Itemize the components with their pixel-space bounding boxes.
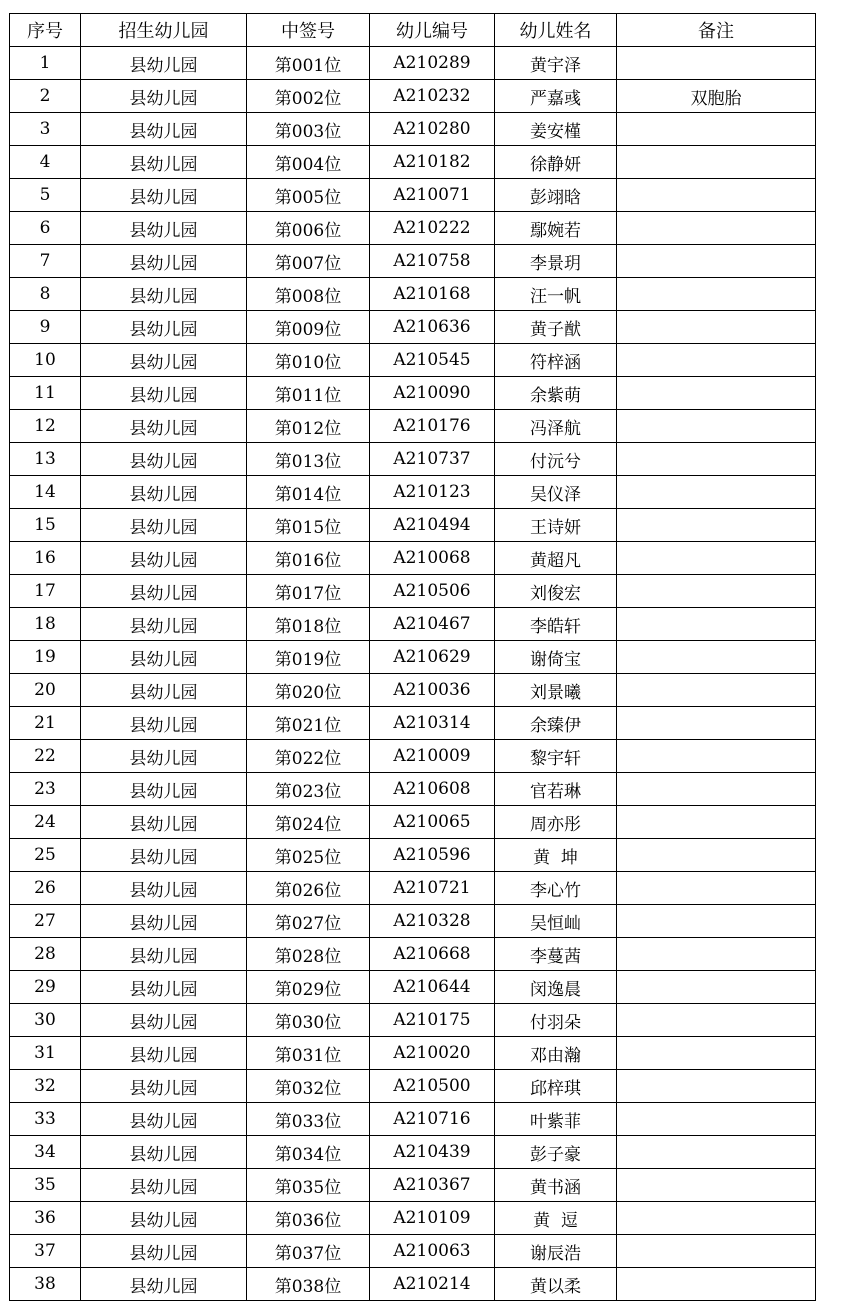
cell-remarks bbox=[617, 1103, 816, 1136]
cell-child-name: 刘俊宏 bbox=[495, 575, 617, 608]
cell-remarks bbox=[617, 1169, 816, 1202]
cell-kindergarten: 县幼儿园 bbox=[81, 707, 247, 740]
cell-lottery-number: 第010位 bbox=[247, 344, 370, 377]
cell-child-name: 符梓涵 bbox=[495, 344, 617, 377]
table-row bbox=[10, 476, 816, 509]
cell-lottery-number: 第007位 bbox=[247, 245, 370, 278]
cell-child-id: A210636 bbox=[370, 311, 495, 344]
cell-child-id: A210036 bbox=[370, 674, 495, 707]
cell-child-id: A210280 bbox=[370, 113, 495, 146]
cell-child-name: 吴仪泽 bbox=[495, 476, 617, 509]
cell-kindergarten: 县幼儿园 bbox=[81, 641, 247, 674]
table-row bbox=[10, 146, 816, 179]
cell-index: 37 bbox=[10, 1235, 81, 1268]
cell-child-id: A210737 bbox=[370, 443, 495, 476]
cell-kindergarten: 县幼儿园 bbox=[81, 674, 247, 707]
cell-index: 30 bbox=[10, 1004, 81, 1037]
cell-kindergarten: 县幼儿园 bbox=[81, 311, 247, 344]
table-header-row bbox=[10, 14, 816, 47]
cell-kindergarten: 县幼儿园 bbox=[81, 1235, 247, 1268]
cell-child-name: 黄 逗 bbox=[495, 1202, 617, 1235]
cell-child-id: A210068 bbox=[370, 542, 495, 575]
cell-kindergarten: 县幼儿园 bbox=[81, 542, 247, 575]
cell-lottery-number: 第033位 bbox=[247, 1103, 370, 1136]
cell-index: 2 bbox=[10, 80, 81, 113]
table-row bbox=[10, 938, 816, 971]
cell-remarks bbox=[617, 245, 816, 278]
table-row bbox=[10, 377, 816, 410]
cell-child-name: 谢倚宝 bbox=[495, 641, 617, 674]
cell-remarks bbox=[617, 707, 816, 740]
cell-lottery-number: 第012位 bbox=[247, 410, 370, 443]
cell-child-name: 徐静妍 bbox=[495, 146, 617, 179]
cell-index: 13 bbox=[10, 443, 81, 476]
cell-lottery-number: 第009位 bbox=[247, 311, 370, 344]
cell-kindergarten: 县幼儿园 bbox=[81, 410, 247, 443]
cell-index: 7 bbox=[10, 245, 81, 278]
cell-remarks bbox=[617, 1070, 816, 1103]
cell-child-id: A210289 bbox=[370, 47, 495, 80]
cell-lottery-number: 第036位 bbox=[247, 1202, 370, 1235]
cell-child-name: 余紫萌 bbox=[495, 377, 617, 410]
cell-child-name: 余臻伊 bbox=[495, 707, 617, 740]
cell-child-id: A210020 bbox=[370, 1037, 495, 1070]
column-header-child-name: 幼儿姓名 bbox=[495, 14, 617, 47]
cell-index: 25 bbox=[10, 839, 81, 872]
cell-kindergarten: 县幼儿园 bbox=[81, 872, 247, 905]
column-header-lottery-number: 中签号 bbox=[247, 14, 370, 47]
cell-index: 8 bbox=[10, 278, 81, 311]
table-row bbox=[10, 509, 816, 542]
table-row bbox=[10, 1037, 816, 1070]
cell-remarks bbox=[617, 641, 816, 674]
cell-child-name: 邓由瀚 bbox=[495, 1037, 617, 1070]
table-row bbox=[10, 707, 816, 740]
table-row bbox=[10, 674, 816, 707]
cell-child-id: A210071 bbox=[370, 179, 495, 212]
cell-remarks bbox=[617, 740, 816, 773]
cell-kindergarten: 县幼儿园 bbox=[81, 344, 247, 377]
cell-kindergarten: 县幼儿园 bbox=[81, 1202, 247, 1235]
cell-child-id: A210182 bbox=[370, 146, 495, 179]
cell-lottery-number: 第020位 bbox=[247, 674, 370, 707]
table-row bbox=[10, 245, 816, 278]
cell-child-id: A210494 bbox=[370, 509, 495, 542]
cell-index: 24 bbox=[10, 806, 81, 839]
cell-lottery-number: 第011位 bbox=[247, 377, 370, 410]
cell-lottery-number: 第003位 bbox=[247, 113, 370, 146]
cell-lottery-number: 第021位 bbox=[247, 707, 370, 740]
cell-child-id: A210716 bbox=[370, 1103, 495, 1136]
cell-index: 9 bbox=[10, 311, 81, 344]
table-row bbox=[10, 1136, 816, 1169]
cell-child-name: 谢辰浩 bbox=[495, 1235, 617, 1268]
cell-child-name: 官若琳 bbox=[495, 773, 617, 806]
cell-child-name: 鄢婉若 bbox=[495, 212, 617, 245]
cell-lottery-number: 第019位 bbox=[247, 641, 370, 674]
cell-child-name: 李皓轩 bbox=[495, 608, 617, 641]
table-row bbox=[10, 344, 816, 377]
cell-child-name: 付羽朵 bbox=[495, 1004, 617, 1037]
cell-remarks bbox=[617, 806, 816, 839]
cell-child-name: 李心竹 bbox=[495, 872, 617, 905]
cell-child-id: A210176 bbox=[370, 410, 495, 443]
cell-lottery-number: 第038位 bbox=[247, 1268, 370, 1301]
cell-index: 20 bbox=[10, 674, 81, 707]
table-row bbox=[10, 47, 816, 80]
cell-remarks bbox=[617, 212, 816, 245]
cell-remarks bbox=[617, 509, 816, 542]
cell-lottery-number: 第030位 bbox=[247, 1004, 370, 1037]
cell-remarks bbox=[617, 311, 816, 344]
cell-kindergarten: 县幼儿园 bbox=[81, 806, 247, 839]
table-row bbox=[10, 806, 816, 839]
table-row bbox=[10, 641, 816, 674]
cell-child-id: A210175 bbox=[370, 1004, 495, 1037]
cell-index: 38 bbox=[10, 1268, 81, 1301]
cell-remarks bbox=[617, 113, 816, 146]
cell-lottery-number: 第015位 bbox=[247, 509, 370, 542]
cell-child-name: 黄 坤 bbox=[495, 839, 617, 872]
cell-child-id: A210065 bbox=[370, 806, 495, 839]
column-header-index: 序号 bbox=[10, 14, 81, 47]
cell-child-id: A210009 bbox=[370, 740, 495, 773]
cell-child-name: 严嘉彧 bbox=[495, 80, 617, 113]
cell-child-name: 王诗妍 bbox=[495, 509, 617, 542]
cell-remarks bbox=[617, 179, 816, 212]
cell-remarks bbox=[617, 608, 816, 641]
table-row bbox=[10, 80, 816, 113]
cell-lottery-number: 第006位 bbox=[247, 212, 370, 245]
cell-lottery-number: 第018位 bbox=[247, 608, 370, 641]
table-row bbox=[10, 1169, 816, 1202]
cell-kindergarten: 县幼儿园 bbox=[81, 1103, 247, 1136]
cell-kindergarten: 县幼儿园 bbox=[81, 278, 247, 311]
cell-remarks bbox=[617, 377, 816, 410]
cell-lottery-number: 第002位 bbox=[247, 80, 370, 113]
cell-kindergarten: 县幼儿园 bbox=[81, 608, 247, 641]
cell-lottery-number: 第005位 bbox=[247, 179, 370, 212]
cell-remarks bbox=[617, 674, 816, 707]
cell-index: 29 bbox=[10, 971, 81, 1004]
cell-index: 32 bbox=[10, 1070, 81, 1103]
cell-kindergarten: 县幼儿园 bbox=[81, 47, 247, 80]
table-row bbox=[10, 740, 816, 773]
cell-index: 33 bbox=[10, 1103, 81, 1136]
table-row bbox=[10, 1004, 816, 1037]
cell-child-name: 黄超凡 bbox=[495, 542, 617, 575]
cell-lottery-number: 第037位 bbox=[247, 1235, 370, 1268]
cell-kindergarten: 县幼儿园 bbox=[81, 179, 247, 212]
cell-child-id: A210328 bbox=[370, 905, 495, 938]
table-row bbox=[10, 278, 816, 311]
cell-kindergarten: 县幼儿园 bbox=[81, 1037, 247, 1070]
admission-lottery-table bbox=[9, 13, 816, 1301]
table-row bbox=[10, 1268, 816, 1301]
cell-kindergarten: 县幼儿园 bbox=[81, 146, 247, 179]
cell-remarks bbox=[617, 443, 816, 476]
cell-remarks bbox=[617, 872, 816, 905]
table-row bbox=[10, 1235, 816, 1268]
cell-child-name: 彭子豪 bbox=[495, 1136, 617, 1169]
cell-lottery-number: 第024位 bbox=[247, 806, 370, 839]
cell-kindergarten: 县幼儿园 bbox=[81, 1169, 247, 1202]
cell-index: 35 bbox=[10, 1169, 81, 1202]
cell-child-id: A210721 bbox=[370, 872, 495, 905]
cell-lottery-number: 第004位 bbox=[247, 146, 370, 179]
cell-child-id: A210214 bbox=[370, 1268, 495, 1301]
cell-index: 4 bbox=[10, 146, 81, 179]
cell-kindergarten: 县幼儿园 bbox=[81, 1268, 247, 1301]
cell-remarks bbox=[617, 1037, 816, 1070]
cell-child-name: 黎宇轩 bbox=[495, 740, 617, 773]
cell-remarks bbox=[617, 1004, 816, 1037]
cell-remarks bbox=[617, 1136, 816, 1169]
cell-child-name: 李蔓茜 bbox=[495, 938, 617, 971]
cell-child-name: 汪一帆 bbox=[495, 278, 617, 311]
table-row bbox=[10, 971, 816, 1004]
cell-index: 15 bbox=[10, 509, 81, 542]
cell-kindergarten: 县幼儿园 bbox=[81, 839, 247, 872]
cell-index: 31 bbox=[10, 1037, 81, 1070]
cell-kindergarten: 县幼儿园 bbox=[81, 113, 247, 146]
cell-child-name: 李景玥 bbox=[495, 245, 617, 278]
cell-lottery-number: 第025位 bbox=[247, 839, 370, 872]
cell-remarks bbox=[617, 839, 816, 872]
cell-child-id: A210758 bbox=[370, 245, 495, 278]
cell-kindergarten: 县幼儿园 bbox=[81, 509, 247, 542]
cell-remarks bbox=[617, 47, 816, 80]
column-header-kindergarten: 招生幼儿园 bbox=[81, 14, 247, 47]
cell-child-name: 周亦彤 bbox=[495, 806, 617, 839]
cell-child-id: A210063 bbox=[370, 1235, 495, 1268]
cell-kindergarten: 县幼儿园 bbox=[81, 80, 247, 113]
table-row bbox=[10, 311, 816, 344]
cell-index: 34 bbox=[10, 1136, 81, 1169]
cell-index: 11 bbox=[10, 377, 81, 410]
cell-child-id: A210596 bbox=[370, 839, 495, 872]
cell-child-name: 黄宇泽 bbox=[495, 47, 617, 80]
cell-kindergarten: 县幼儿园 bbox=[81, 971, 247, 1004]
cell-child-name: 刘景曦 bbox=[495, 674, 617, 707]
cell-kindergarten: 县幼儿园 bbox=[81, 740, 247, 773]
cell-remarks bbox=[617, 938, 816, 971]
cell-index: 3 bbox=[10, 113, 81, 146]
cell-child-name: 付沅兮 bbox=[495, 443, 617, 476]
cell-remarks bbox=[617, 410, 816, 443]
cell-child-name: 黄子猷 bbox=[495, 311, 617, 344]
cell-lottery-number: 第016位 bbox=[247, 542, 370, 575]
table-row bbox=[10, 410, 816, 443]
cell-child-id: A210232 bbox=[370, 80, 495, 113]
cell-lottery-number: 第013位 bbox=[247, 443, 370, 476]
cell-kindergarten: 县幼儿园 bbox=[81, 1004, 247, 1037]
cell-lottery-number: 第023位 bbox=[247, 773, 370, 806]
cell-index: 23 bbox=[10, 773, 81, 806]
table-row bbox=[10, 872, 816, 905]
cell-index: 17 bbox=[10, 575, 81, 608]
cell-remarks bbox=[617, 278, 816, 311]
cell-lottery-number: 第029位 bbox=[247, 971, 370, 1004]
cell-lottery-number: 第034位 bbox=[247, 1136, 370, 1169]
cell-lottery-number: 第026位 bbox=[247, 872, 370, 905]
table-row bbox=[10, 1202, 816, 1235]
cell-lottery-number: 第031位 bbox=[247, 1037, 370, 1070]
cell-child-name: 冯泽航 bbox=[495, 410, 617, 443]
cell-index: 19 bbox=[10, 641, 81, 674]
cell-child-id: A210668 bbox=[370, 938, 495, 971]
cell-kindergarten: 县幼儿园 bbox=[81, 905, 247, 938]
cell-child-name: 邱梓琪 bbox=[495, 1070, 617, 1103]
cell-remarks bbox=[617, 773, 816, 806]
column-header-child-id: 幼儿编号 bbox=[370, 14, 495, 47]
cell-kindergarten: 县幼儿园 bbox=[81, 377, 247, 410]
cell-index: 36 bbox=[10, 1202, 81, 1235]
cell-lottery-number: 第017位 bbox=[247, 575, 370, 608]
cell-kindergarten: 县幼儿园 bbox=[81, 773, 247, 806]
cell-child-id: A210168 bbox=[370, 278, 495, 311]
cell-lottery-number: 第027位 bbox=[247, 905, 370, 938]
cell-child-id: A210314 bbox=[370, 707, 495, 740]
cell-index: 28 bbox=[10, 938, 81, 971]
cell-lottery-number: 第008位 bbox=[247, 278, 370, 311]
cell-lottery-number: 第028位 bbox=[247, 938, 370, 971]
table-row bbox=[10, 1103, 816, 1136]
cell-kindergarten: 县幼儿园 bbox=[81, 443, 247, 476]
cell-lottery-number: 第001位 bbox=[247, 47, 370, 80]
cell-kindergarten: 县幼儿园 bbox=[81, 1136, 247, 1169]
table-row bbox=[10, 839, 816, 872]
cell-kindergarten: 县幼儿园 bbox=[81, 212, 247, 245]
table-row bbox=[10, 773, 816, 806]
cell-child-id: A210090 bbox=[370, 377, 495, 410]
cell-index: 1 bbox=[10, 47, 81, 80]
cell-remarks bbox=[617, 905, 816, 938]
cell-lottery-number: 第014位 bbox=[247, 476, 370, 509]
cell-index: 12 bbox=[10, 410, 81, 443]
table-row bbox=[10, 542, 816, 575]
cell-child-name: 彭翊晗 bbox=[495, 179, 617, 212]
cell-remarks bbox=[617, 344, 816, 377]
cell-child-id: A210123 bbox=[370, 476, 495, 509]
cell-kindergarten: 县幼儿园 bbox=[81, 476, 247, 509]
cell-remarks bbox=[617, 1202, 816, 1235]
cell-kindergarten: 县幼儿园 bbox=[81, 1070, 247, 1103]
table-row bbox=[10, 905, 816, 938]
cell-index: 26 bbox=[10, 872, 81, 905]
cell-kindergarten: 县幼儿园 bbox=[81, 938, 247, 971]
cell-child-id: A210545 bbox=[370, 344, 495, 377]
cell-child-id: A210629 bbox=[370, 641, 495, 674]
cell-child-id: A210644 bbox=[370, 971, 495, 1004]
cell-child-name: 姜安槿 bbox=[495, 113, 617, 146]
cell-lottery-number: 第032位 bbox=[247, 1070, 370, 1103]
cell-child-name: 黄书涵 bbox=[495, 1169, 617, 1202]
cell-index: 21 bbox=[10, 707, 81, 740]
cell-index: 22 bbox=[10, 740, 81, 773]
cell-remarks bbox=[617, 575, 816, 608]
cell-index: 6 bbox=[10, 212, 81, 245]
cell-child-name: 黄以柔 bbox=[495, 1268, 617, 1301]
table-row bbox=[10, 212, 816, 245]
cell-index: 10 bbox=[10, 344, 81, 377]
cell-remarks bbox=[617, 146, 816, 179]
cell-kindergarten: 县幼儿园 bbox=[81, 245, 247, 278]
cell-remarks bbox=[617, 542, 816, 575]
cell-index: 16 bbox=[10, 542, 81, 575]
cell-child-name: 闵逸晨 bbox=[495, 971, 617, 1004]
cell-child-id: A210367 bbox=[370, 1169, 495, 1202]
cell-child-id: A210467 bbox=[370, 608, 495, 641]
table-row bbox=[10, 443, 816, 476]
cell-remarks bbox=[617, 1235, 816, 1268]
cell-index: 18 bbox=[10, 608, 81, 641]
cell-child-id: A210506 bbox=[370, 575, 495, 608]
cell-child-id: A210439 bbox=[370, 1136, 495, 1169]
cell-index: 27 bbox=[10, 905, 81, 938]
cell-child-name: 叶紫菲 bbox=[495, 1103, 617, 1136]
table-row bbox=[10, 113, 816, 146]
column-header-remarks: 备注 bbox=[617, 14, 816, 47]
table-row bbox=[10, 1070, 816, 1103]
cell-kindergarten: 县幼儿园 bbox=[81, 575, 247, 608]
cell-remarks bbox=[617, 1268, 816, 1301]
cell-child-id: A210500 bbox=[370, 1070, 495, 1103]
table-row bbox=[10, 575, 816, 608]
cell-remarks bbox=[617, 476, 816, 509]
cell-index: 14 bbox=[10, 476, 81, 509]
cell-child-id: A210222 bbox=[370, 212, 495, 245]
table-row bbox=[10, 608, 816, 641]
cell-child-id: A210608 bbox=[370, 773, 495, 806]
cell-child-id: A210109 bbox=[370, 1202, 495, 1235]
table-row bbox=[10, 179, 816, 212]
cell-index: 5 bbox=[10, 179, 81, 212]
cell-lottery-number: 第035位 bbox=[247, 1169, 370, 1202]
cell-remarks bbox=[617, 971, 816, 1004]
cell-lottery-number: 第022位 bbox=[247, 740, 370, 773]
cell-remarks: 双胞胎 bbox=[617, 80, 816, 113]
cell-child-name: 吴恒屾 bbox=[495, 905, 617, 938]
